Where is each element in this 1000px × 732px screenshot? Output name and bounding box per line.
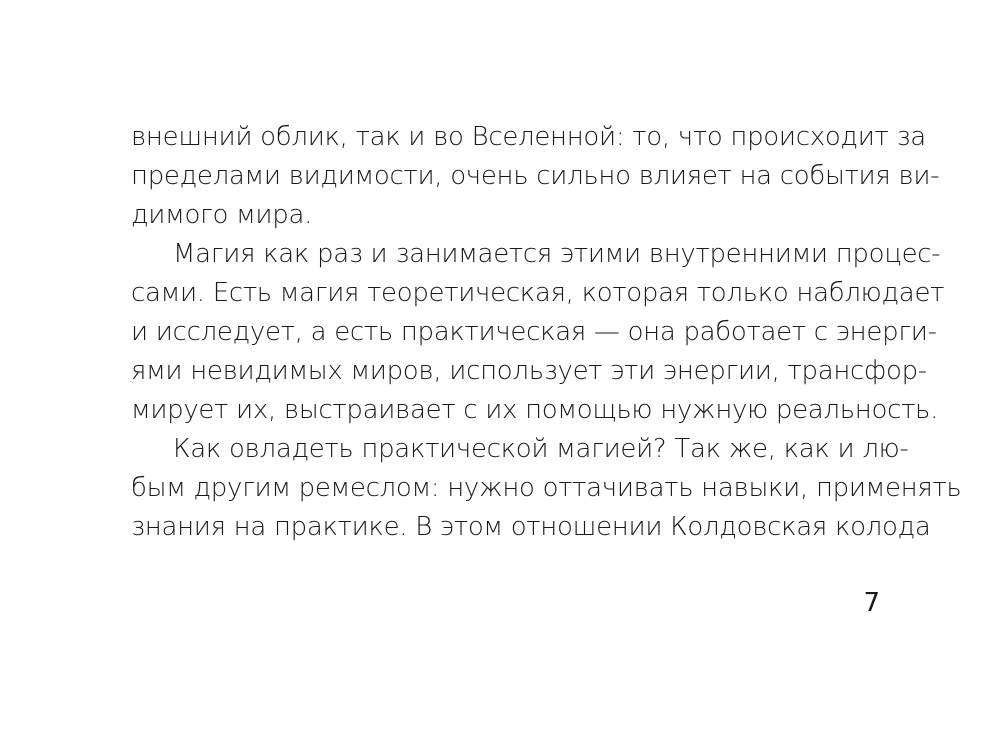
text-line: знания на практике. В этом отношении Колдовская колода (131, 512, 931, 542)
text-line: и исследует, а есть практическая — она работает с энерги- (131, 317, 937, 347)
text-line: пределами видимости, очень сильно влияет на события ви- (131, 161, 940, 191)
text-line: мирует их, выстраивает с их помощью нужную реальность. (131, 395, 939, 425)
text-line: димого мира. (131, 200, 313, 230)
text-line: ями невидимых миров, использует эти энергии, трансфор- (131, 356, 927, 386)
text-line: бым другим ремеслом: нужно оттачивать навыки, применять (131, 473, 962, 503)
page-number: 7 (863, 588, 880, 618)
paragraph-start-line: Магия как раз и занимается этими внутренними процес- (173, 239, 941, 269)
text-line: сами. Есть магия теоретическая, которая только наблюдает (131, 278, 945, 308)
paragraph-start-line: Как овладеть практической магией? Так же, как и лю- (173, 434, 909, 464)
body-text (131, 118, 962, 547)
text-line: внешний облик, так и во Вселенной: то, что происходит за (131, 122, 926, 152)
